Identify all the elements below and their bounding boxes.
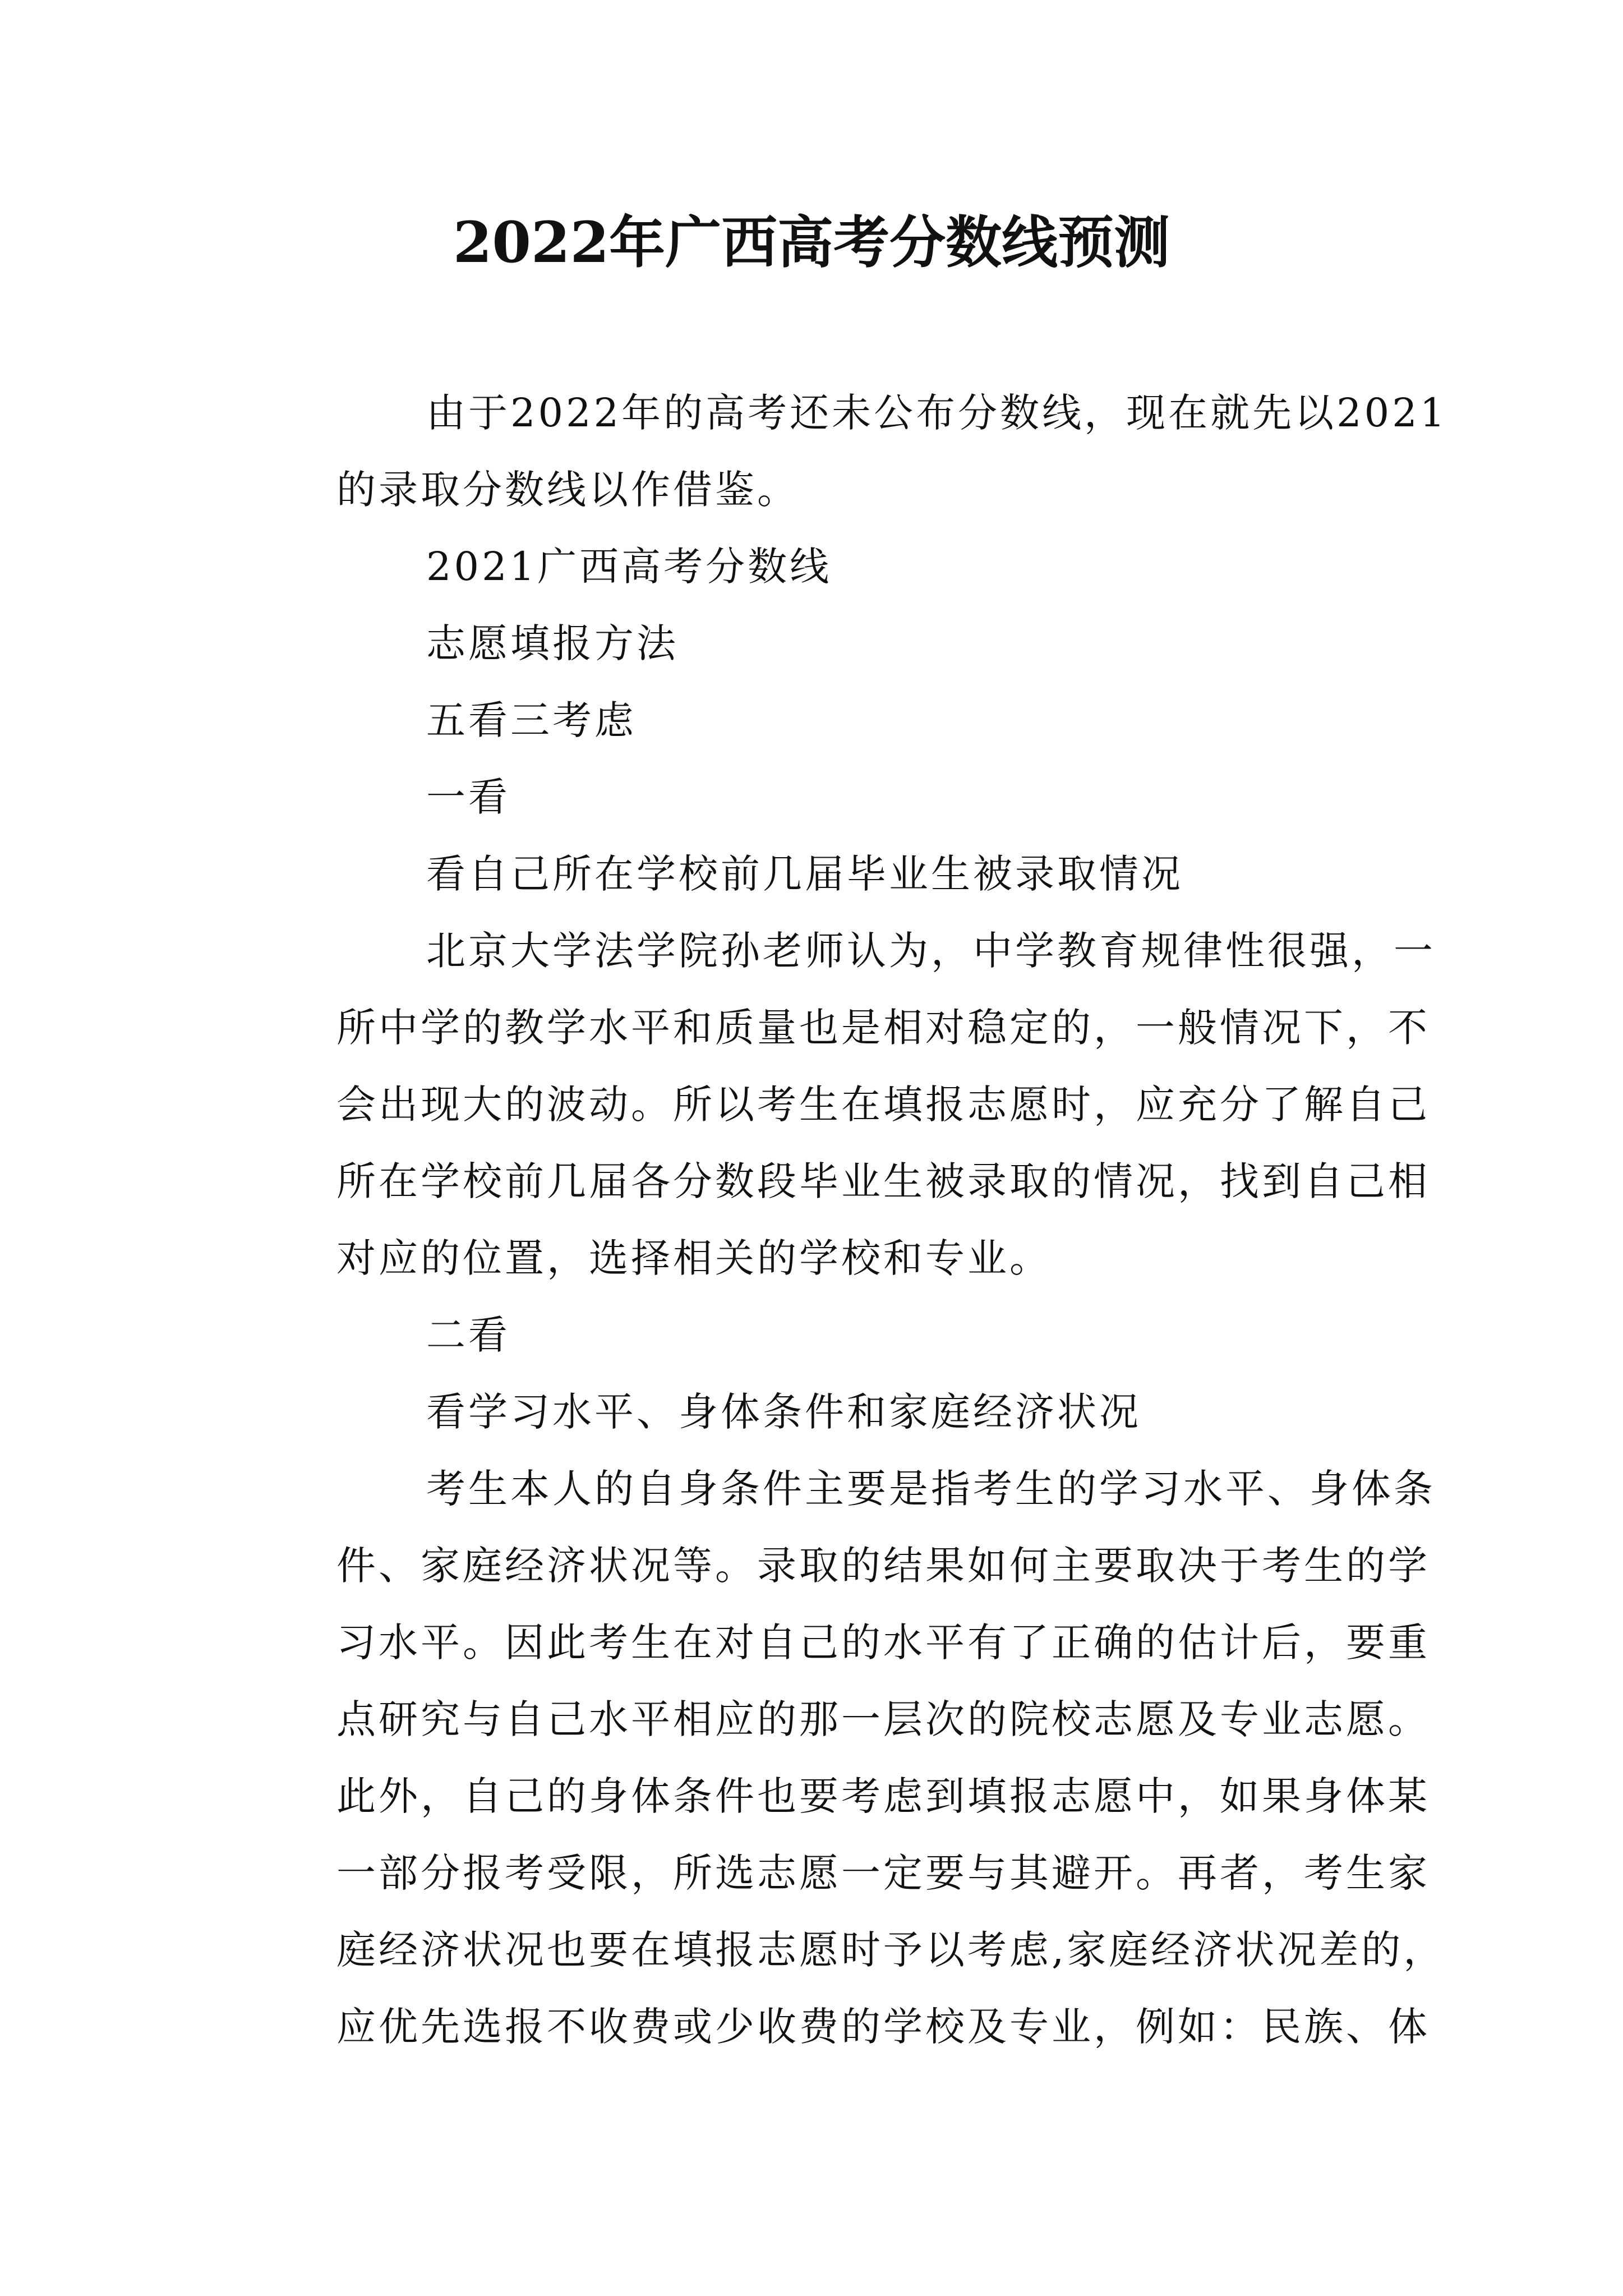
text-line: 所中学的教学水平和质量也是相对稳定的，一般情况下，不 bbox=[336, 1005, 1430, 1051]
text-line: 此外，自己的身体条件也要考虑到填报志愿中，如果身体某 bbox=[336, 1773, 1430, 1819]
document-title: 2022年广西高考分数线预测 bbox=[453, 209, 1170, 275]
text-line: 习水平。因此考生在对自己的水平有了正确的估计后，要重 bbox=[336, 1619, 1430, 1665]
text-line: 看学习水平、身体条件和家庭经济状况 bbox=[426, 1389, 1141, 1435]
paragraph bbox=[247, 682, 1374, 759]
paragraph bbox=[247, 1451, 1446, 2065]
text-line: 庭经济状况也要在填报志愿时予以考虑,家庭经济状况差的， bbox=[336, 1927, 1446, 1973]
text-line: 点研究与自己水平相应的那一层次的院校志愿及专业志愿。 bbox=[336, 1696, 1430, 1742]
text-line: 考生本人的自身条件主要是指考生的学习水平、身体条 bbox=[426, 1466, 1436, 1512]
text-line: 五看三考虑 bbox=[426, 697, 637, 743]
text-line: 应优先选报不收费或少收费的学校及专业，例如：民族、体 bbox=[336, 2004, 1430, 2050]
text-line: 志愿填报方法 bbox=[426, 620, 679, 666]
text-line: 所在学校前几届各分数段毕业生被录取的情况，找到自己相 bbox=[336, 1158, 1430, 1204]
text-line: 由于2022年的高考还未公布分数线，现在就先以2021 bbox=[426, 390, 1448, 436]
text-line: 会出现大的波动。所以考生在填报志愿时，应充分了解自己 bbox=[336, 1082, 1430, 1128]
text-line: 件、家庭经济状况等。录取的结果如何主要取决于考生的学 bbox=[336, 1543, 1430, 1589]
text-line: 二看 bbox=[426, 1312, 510, 1358]
text-line: 2021广西高考分数线 bbox=[426, 544, 832, 590]
text-line: 对应的位置，选择相关的学校和专业。 bbox=[336, 1235, 1052, 1281]
paragraph bbox=[247, 1297, 1374, 1374]
text-line: 北京大学法学院孙老师认为，中学教育规律性很强，一 bbox=[426, 928, 1436, 974]
paragraph bbox=[247, 1374, 1374, 1451]
paragraph bbox=[247, 759, 1374, 836]
document-body bbox=[247, 375, 1448, 2065]
paragraph bbox=[247, 375, 1448, 528]
paragraph bbox=[247, 528, 1374, 605]
paragraph bbox=[247, 836, 1374, 913]
text-line: 一部分报考受限，所选志愿一定要与其避开。再者，考生家 bbox=[336, 1850, 1430, 1896]
paragraph bbox=[247, 605, 1374, 682]
text-line: 一看 bbox=[426, 774, 510, 820]
paragraph bbox=[247, 913, 1436, 1297]
text-line: 看自己所在学校前几届毕业生被录取情况 bbox=[426, 851, 1183, 897]
text-line: 的录取分数线以作借鉴。 bbox=[336, 467, 799, 513]
